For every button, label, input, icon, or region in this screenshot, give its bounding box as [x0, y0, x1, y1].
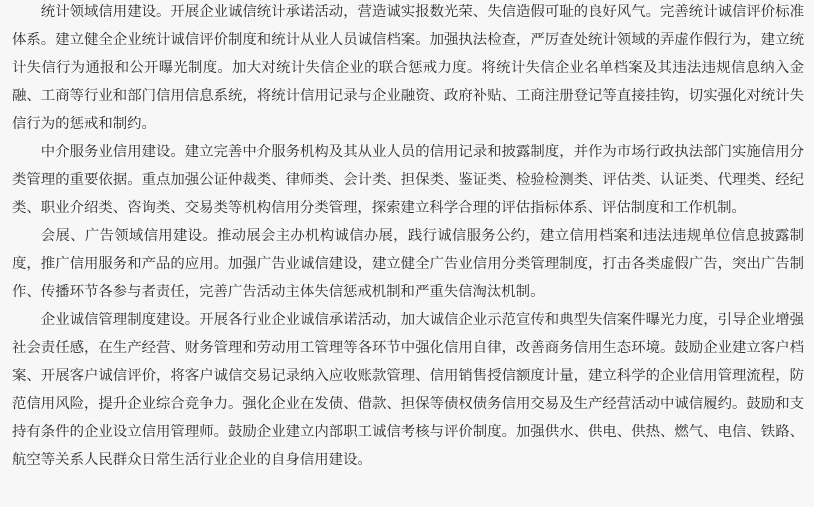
paragraph-exhibition-advertising-credit: 会展、广告领域信用建设。推动展会主办机构诚信办展，践行诚信服务公约，建立信用档案和违法违规单位信息披露制度，推广信用服务和产品的应用。加强广告业诚信建设，建立健全广告业信用分类管理制度，打击各类虚假广告，突出广告制作、传播环节各参与者责任，完善广告活动主体失信惩戒机制和严重失信淘汰机制。	[12, 228, 804, 300]
paragraph-intermediary-services-credit: 中介服务业信用建设。建立完善中介服务机构及其从业人员的信用记录和披露制度，并作为市场行政执法部门实施信用分类管理的重要依据。重点加强公证仲裁类、律师类、会计类、担保类、鉴证类、检验检测类、评估类、认证类、代理类、经纪类、职业介绍类、咨询类、交易类等机构信用分类管理，探索建立科学合理的评估指标体系、评估制度和工作机制。	[12, 144, 804, 216]
paragraph-statistics-credit: 统计领域信用建设。开展企业诚信统计承诺活动，营造诚实报数光荣、失信造假可耻的良好风气。完善统计诚信评价标准体系。建立健全企业统计诚信评价制度和统计从业人员诚信档案。加强执法检查，严厉查处统计领域的弄虚作假行为，建立统计失信行为通报和公开曝光制度。加大对统计失信企业的联合惩戒力度。将统计失信企业名单档案及其违法违规信息纳入金融、工商等行业和部门信用信息系统，将统计信用记录与企业融资、政府补贴、工商注册登记等直接挂钩，切实强化对统计失信行为的惩戒和制约。	[12, 4, 804, 132]
paragraph-enterprise-integrity-management: 企业诚信管理制度建设。开展各行业企业诚信承诺活动，加大诚信企业示范宣传和典型失信案件曝光力度，引导企业增强社会责任感，在生产经营、财务管理和劳动用工管理等各环节中强化信用自律，改善商务信用生态环境。鼓励企业建立客户档案、开展客户诚信评价，将客户诚信交易记录纳入应收账款管理、信用销售授信额度计量，建立科学的企业信用管理流程，防范信用风险，提升企业综合竞争力。强化企业在发债、借款、担保等债权债务信用交易及生产经营活动中诚信履约。鼓励和支持有条件的企业设立信用管理师。鼓励企业建立内部职工诚信考核与评价制度。加强供水、供电、供热、燃气、电信、铁路、航空等关系人民群众日常生活行业企业的自身信用建设。	[12, 312, 804, 468]
document-body	[12, 0, 804, 474]
